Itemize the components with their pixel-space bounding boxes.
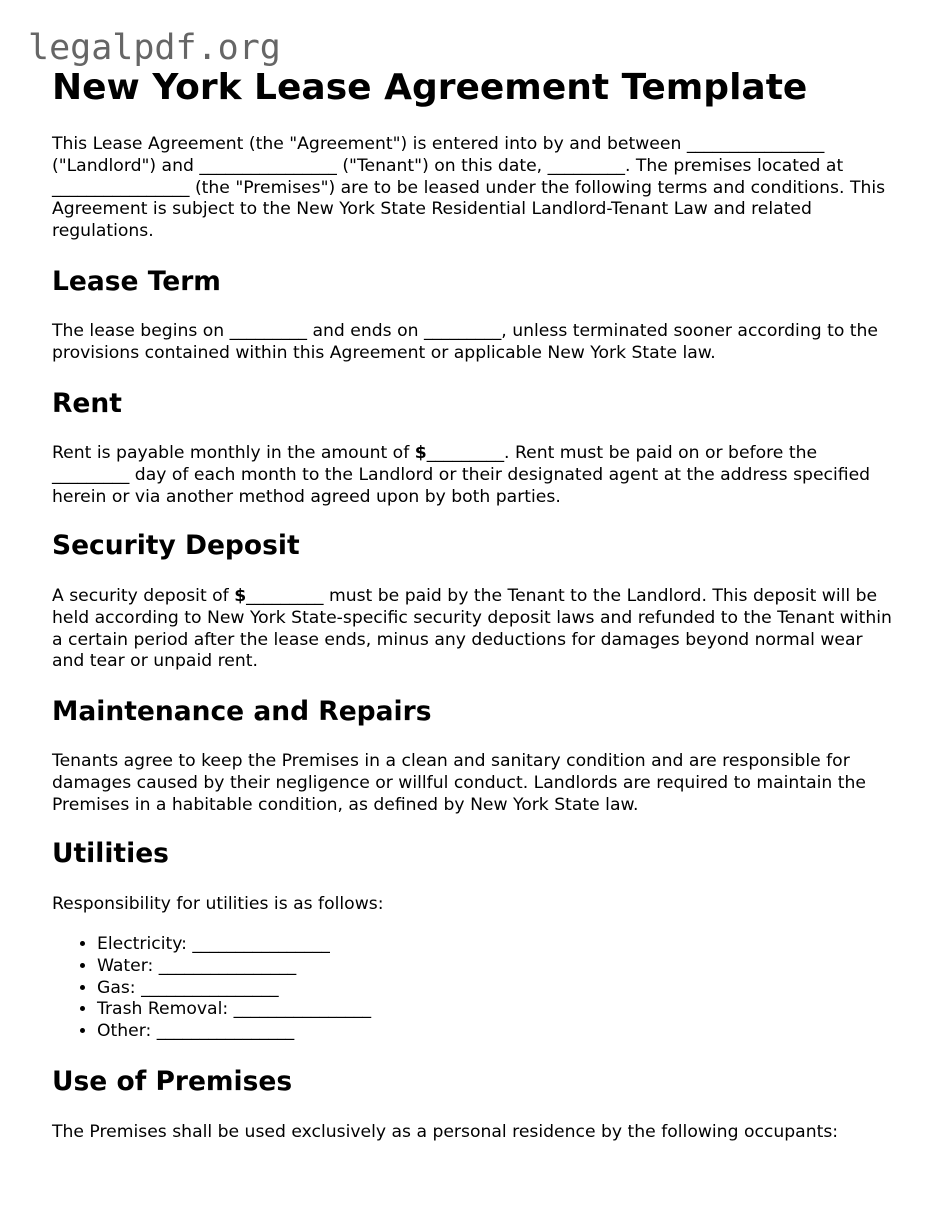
- utilities-list: [52, 934, 371, 1043]
- security-deposit-heading: Security Deposit: [52, 530, 300, 561]
- utility-label: Electricity:: [97, 934, 193, 954]
- premises-address-blank: ________________: [52, 177, 190, 198]
- list-item: [97, 978, 371, 1000]
- security-deposit-paragraph: [52, 586, 892, 673]
- watermark-logo: legalpdf.org: [28, 28, 281, 68]
- rent-heading: Rent: [52, 388, 122, 419]
- page-title: New York Lease Agreement Template: [52, 67, 808, 108]
- rent-paragraph: [52, 443, 892, 508]
- lease-end-blank: _________: [423, 321, 502, 341]
- list-item: [97, 934, 371, 956]
- lease-term-text-b: and ends on: [307, 321, 424, 341]
- deposit-text-b: must be paid by the Tenant to the Landlord. This deposit will be held according to New York State-specific security deposit laws and refunded to the Tenant within a certain period after the lease ends, minus any deductions for damages beyond normal wear and tear or unpaid rent.: [52, 586, 892, 672]
- intro-text-e: (the "Premises") are to be leased under the following terms and conditions. This Agreement is subject to the New York State Residential Landlord-Tenant Law and related regulations.: [52, 177, 886, 242]
- list-item: [97, 956, 371, 978]
- utility-blank: ________________: [192, 934, 330, 954]
- rent-text-a: Rent is payable monthly in the amount of: [52, 443, 415, 463]
- lease-start-blank: _________: [229, 321, 308, 341]
- deposit-amount-blank: _________: [246, 586, 324, 606]
- lease-term-paragraph: [52, 321, 892, 365]
- utility-blank: ________________: [233, 999, 372, 1020]
- maintenance-heading: Maintenance and Repairs: [52, 696, 432, 727]
- rent-due-day-blank: _________: [52, 464, 130, 485]
- utility-blank: ________________: [158, 955, 297, 976]
- utility-label: Trash Removal:: [97, 999, 234, 1020]
- utilities-heading: Utilities: [52, 838, 169, 869]
- utility-label: Water:: [97, 955, 159, 976]
- rent-text-b: . Rent must be paid on or before the: [504, 443, 818, 463]
- intro-text-a: This Lease Agreement (the "Agreement") is entered into by and between: [52, 134, 687, 154]
- deposit-text-a: A security deposit of: [52, 586, 235, 606]
- intro-paragraph: [52, 134, 892, 243]
- rent-amount-blank: _________: [426, 443, 505, 463]
- utility-label: Gas:: [97, 977, 142, 998]
- intro-text-d: . The premises located at: [624, 155, 844, 176]
- use-of-premises-paragraph: The Premises shall be used exclusively as a personal residence by the following occupants:: [52, 1122, 839, 1142]
- rent-text-c: day of each month to the Landlord or their designated agent at the address specified herein or via another method agreed upon by both parties.: [52, 464, 871, 507]
- tenant-name-blank: ________________: [199, 155, 337, 176]
- utilities-intro: Responsibility for utilities is as follows:: [52, 894, 384, 914]
- rent-dollar-sign: $: [414, 443, 427, 463]
- deposit-dollar-sign: $: [234, 586, 247, 606]
- intro-text-c: ("Tenant") on this date,: [336, 155, 548, 176]
- agreement-date-blank: _________: [547, 155, 625, 176]
- landlord-name-blank: ________________: [686, 134, 825, 154]
- utility-label: Other:: [97, 1021, 157, 1042]
- list-item: [97, 1021, 371, 1043]
- lease-term-text-c: , unless terminated sooner according to the provisions contained within this Agreement or applicable New York State law.: [52, 321, 879, 363]
- lease-term-heading: Lease Term: [52, 266, 221, 297]
- intro-text-b: ("Landlord") and: [52, 155, 200, 176]
- maintenance-paragraph: Tenants agree to keep the Premises in a clean and sanitary condition and are responsible for damages caused by their negligence or willful conduct. Landlords are required to maintain the Premises in a habitable condition, as defined by New York State law.: [52, 751, 866, 815]
- list-item: [97, 999, 371, 1021]
- use-of-premises-heading: Use of Premises: [52, 1066, 293, 1097]
- utility-blank: ________________: [156, 1021, 295, 1042]
- lease-term-text-a: The lease begins on: [52, 321, 230, 341]
- utility-blank: ________________: [141, 977, 279, 998]
